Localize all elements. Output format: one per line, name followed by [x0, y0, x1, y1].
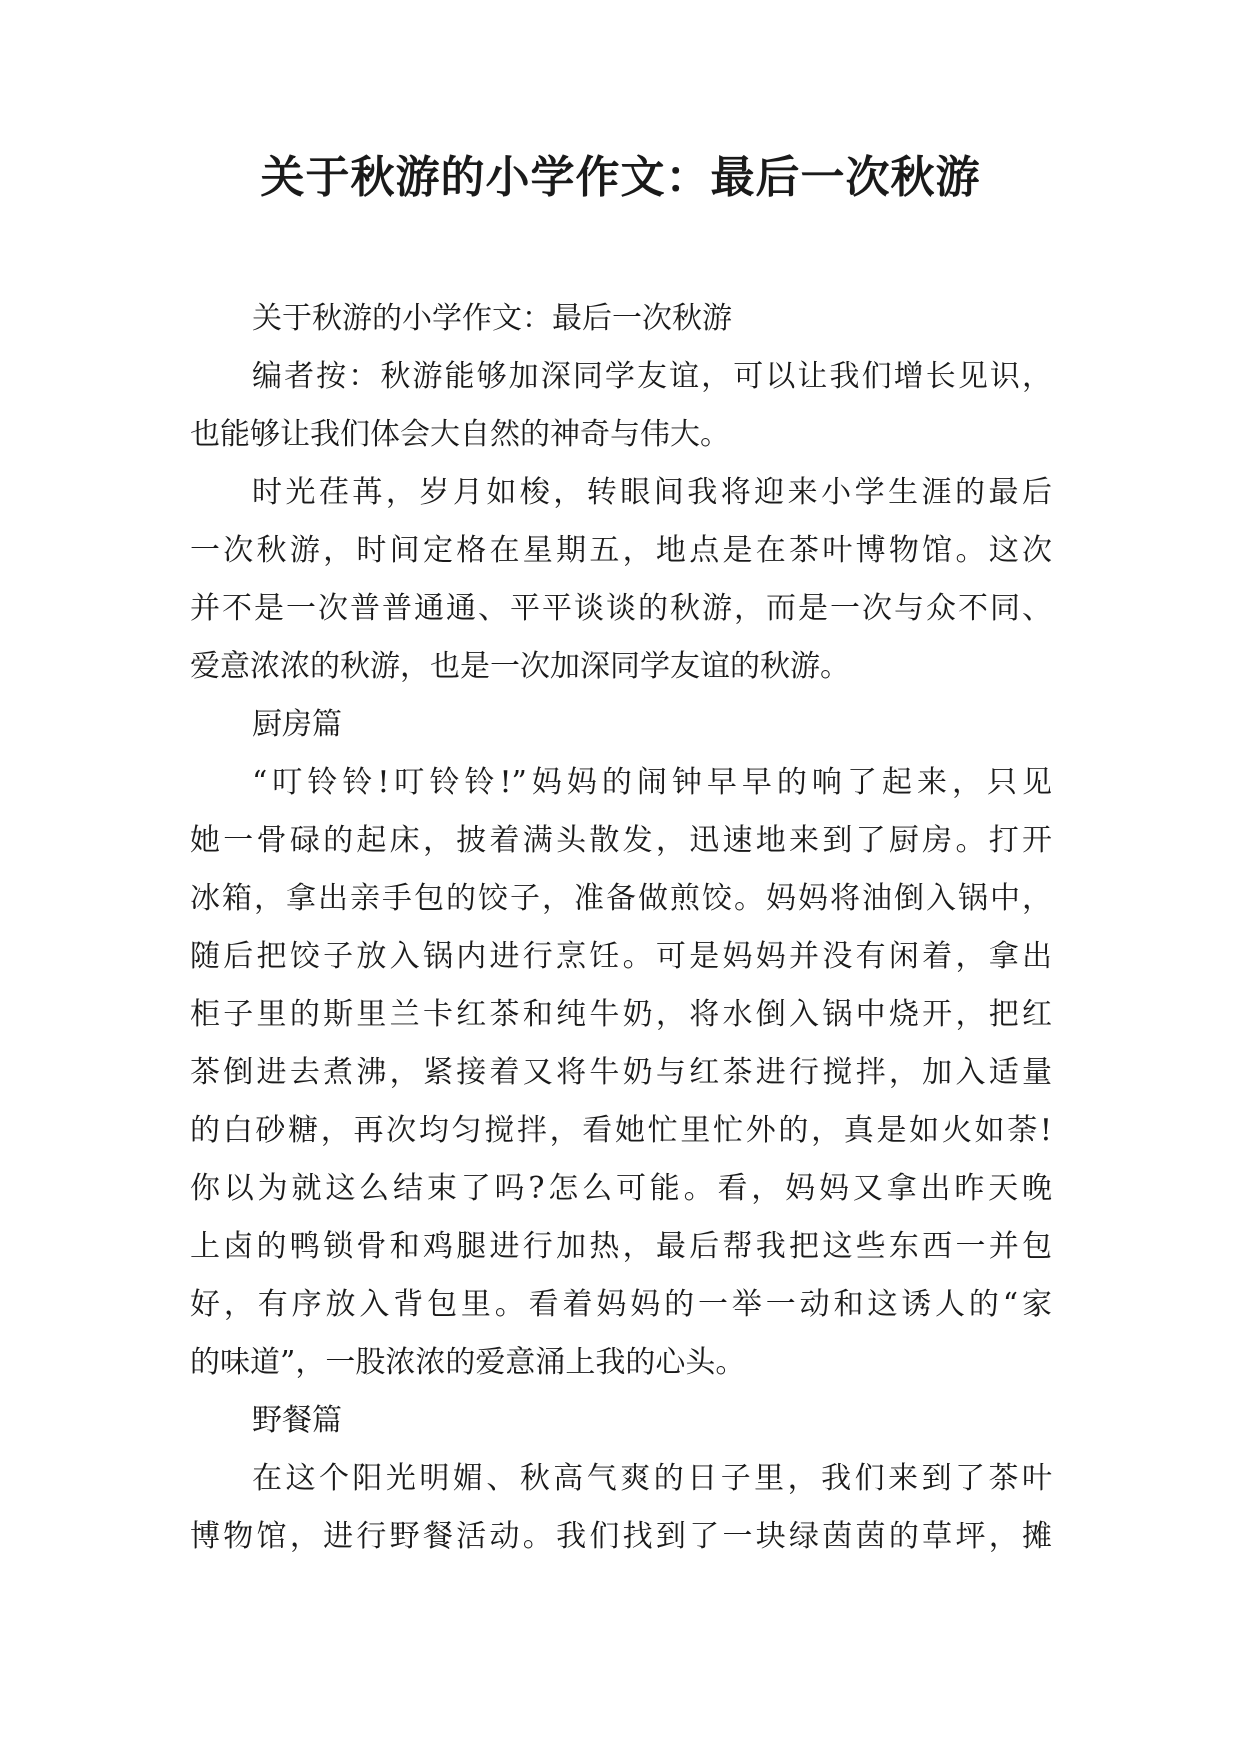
- text-line: 的白砂糖，再次均匀搅拌，看她忙里忙外的，真是如火如荼!: [190, 1113, 1052, 1148]
- text-line: 柜子里的斯里兰卡红茶和纯牛奶，将水倒入锅中烧开，把红: [190, 997, 1052, 1032]
- text-line: 的味道”，一股浓浓的爱意涌上我的心头。: [190, 1345, 746, 1380]
- text-line: 随后把饺子放入锅内进行烹饪。可是妈妈并没有闲着，拿出: [190, 939, 1052, 974]
- text-line: 茶倒进去煮沸，紧接着又将牛奶与红茶进行搅拌，加入适量: [190, 1055, 1052, 1090]
- text-line: 厨房篇: [252, 707, 342, 742]
- text-line: 编者按：秋游能够加深同学友谊，可以让我们增长见识，: [252, 359, 1052, 394]
- text-line: 爱意浓浓的秋游，也是一次加深同学友谊的秋游。: [190, 649, 850, 684]
- text-line: 并不是一次普普通通、平平谈谈的秋游，而是一次与众不同、: [190, 591, 1052, 626]
- text-line: 你以为就这么结束了吗?怎么可能。看，妈妈又拿出昨天晚: [190, 1171, 1052, 1206]
- text-line: 关于秋游的小学作文：最后一次秋游: [252, 301, 732, 336]
- text-line: 时光荏苒，岁月如梭，转眼间我将迎来小学生涯的最后: [252, 475, 1052, 510]
- text-line: 她一骨碌的起床，披着满头散发，迅速地来到了厨房。打开: [190, 823, 1052, 858]
- text-line: 好，有序放入背包里。看着妈妈的一举一动和这诱人的“家: [190, 1287, 1052, 1322]
- document-title: 关于秋游的小学作文：最后一次秋游: [260, 152, 981, 203]
- text-line: 野餐篇: [252, 1403, 342, 1438]
- text-line: 博物馆，进行野餐活动。我们找到了一块绿茵茵的草坪，摊: [190, 1519, 1052, 1554]
- text-line: 也能够让我们体会大自然的神奇与伟大。: [190, 417, 730, 452]
- text-line: “叮铃铃!叮铃铃!”妈妈的闹钟早早的响了起来，只见: [252, 765, 1052, 800]
- document-body: [190, 290, 1052, 1566]
- text-line: 在这个阳光明媚、秋高气爽的日子里，我们来到了茶叶: [252, 1461, 1052, 1496]
- text-line: 冰箱，拿出亲手包的饺子，准备做煎饺。妈妈将油倒入锅中，: [190, 881, 1052, 916]
- text-line: 一次秋游，时间定格在星期五，地点是在茶叶博物馆。这次: [190, 533, 1052, 568]
- text-line: 上卤的鸭锁骨和鸡腿进行加热，最后帮我把这些东西一并包: [190, 1229, 1052, 1264]
